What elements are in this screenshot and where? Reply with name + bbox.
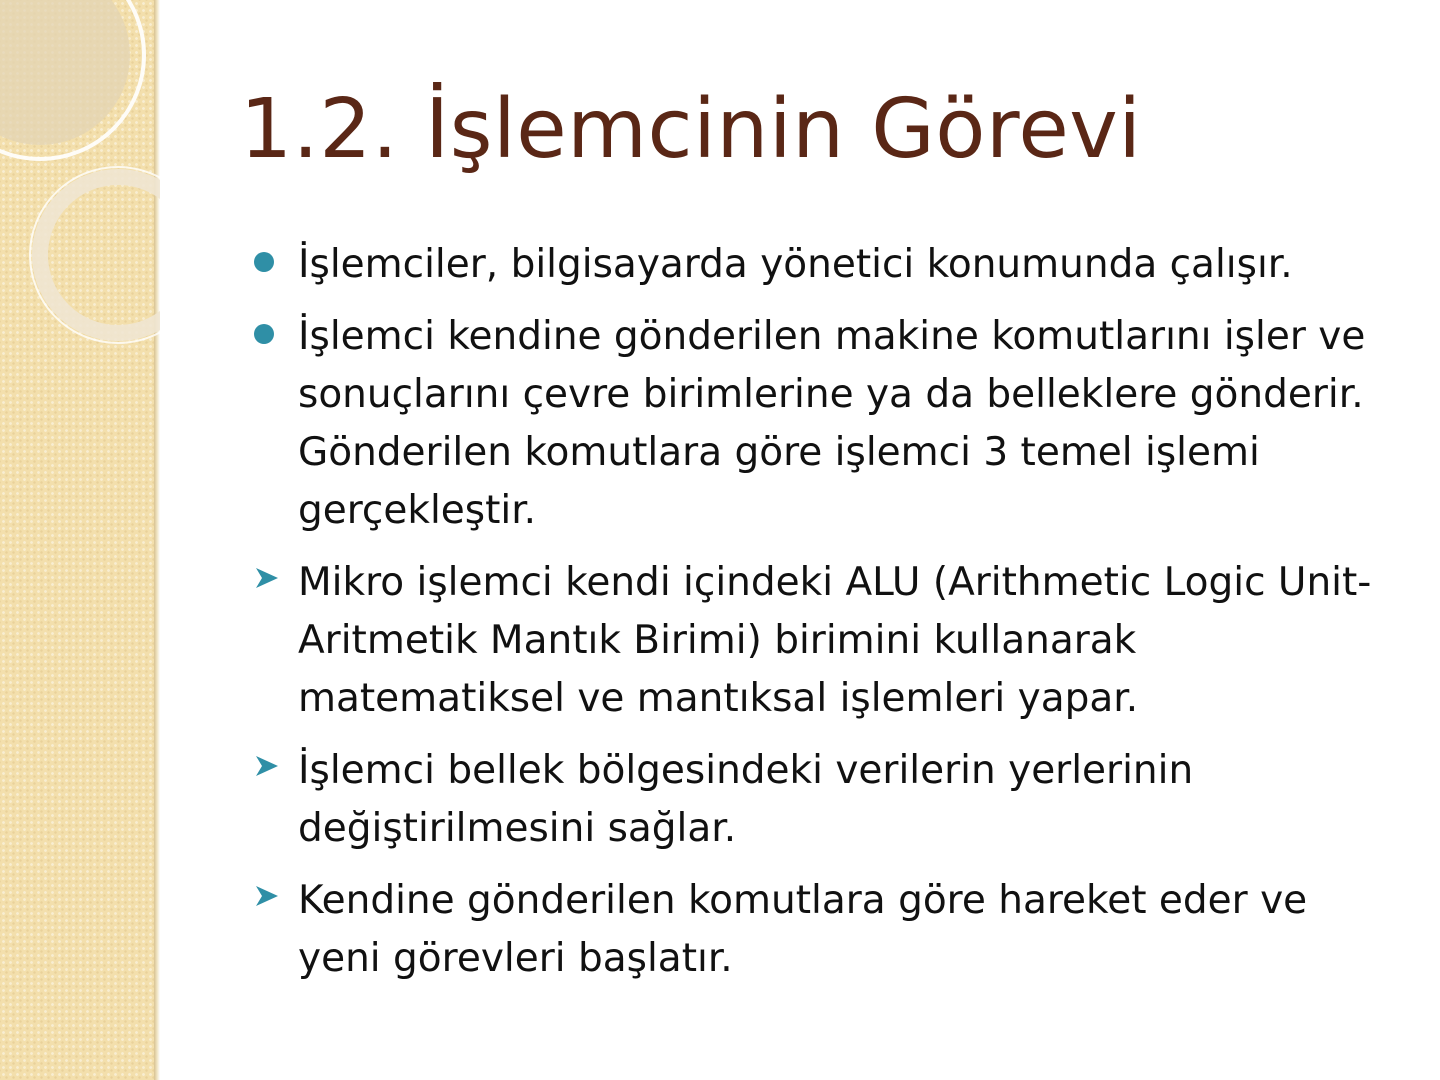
bullet-text: İşlemci bellek bölgesindeki verilerin yerlerinin değiştirilmesini sağlar. bbox=[298, 748, 1194, 851]
bullet-dot-icon bbox=[250, 236, 286, 294]
bullet-text: İşlemciler, bilgisayarda yönetici konumunda çalışır. bbox=[298, 242, 1293, 287]
arrowhead-bullet-icon bbox=[250, 742, 286, 800]
bullet-text: Mikro işlemci kendi içindeki ALU (Arithmetic Logic Unit-Aritmetik Mantık Birimi) birimini kullanarak matematiksel ve mantıksal işlemleri yapar. bbox=[298, 560, 1372, 721]
decorative-circles bbox=[0, 0, 160, 360]
bullet-dot-icon bbox=[250, 308, 286, 366]
bullet-item bbox=[250, 742, 1400, 858]
arrowhead-bullet-icon bbox=[250, 872, 286, 930]
bullet-item bbox=[250, 236, 1400, 294]
bullet-item bbox=[250, 308, 1400, 540]
bullet-item bbox=[250, 872, 1400, 988]
bullet-text: İşlemci kendine gönderilen makine komutlarını işler ve sonuçlarını çevre birimlerine ya da belleklere gönderir. Gönderilen komutlara göre işlemci 3 temel işlemi gerçekleştir. bbox=[298, 314, 1366, 533]
bullet-text: Kendine gönderilen komutlara göre hareket eder ve yeni görevleri başlatır. bbox=[298, 878, 1308, 981]
arrowhead-bullet-icon bbox=[250, 554, 286, 612]
slide-title: 1.2. İşlemcinin Görevi bbox=[240, 82, 1142, 177]
bullet-list bbox=[250, 236, 1400, 1002]
bullet-item bbox=[250, 554, 1400, 728]
